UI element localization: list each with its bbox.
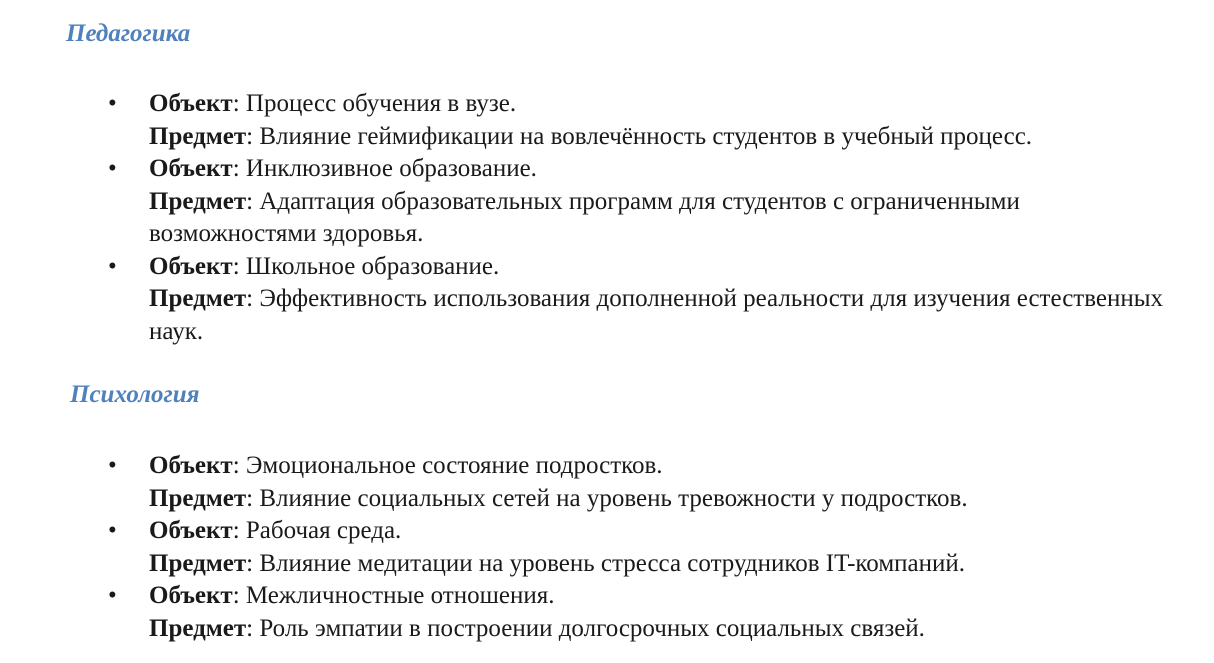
object-line: [149, 450, 1188, 483]
object-label: Объект: [149, 582, 233, 609]
subject-text: : Адаптация образовательных программ для студентов с ограниченными возможностями здоровья.: [149, 187, 1020, 247]
bullet-icon: •: [108, 517, 117, 544]
object-line: [149, 153, 1188, 186]
list-item: [108, 251, 1188, 349]
bullet-icon: •: [108, 252, 117, 280]
object-text: : Школьное образование.: [232, 252, 500, 280]
subject-text: : Влияние социальных сетей на уровень тревожности у подростков.: [246, 484, 968, 512]
bullet-icon: •: [108, 155, 117, 182]
subject-label: Предмет: [149, 614, 247, 642]
subject-text: : Влияние геймификации на вовлечённость студентов в учебный процесс.: [246, 122, 1033, 150]
object-text: : Эмоциональное состояние подростков.: [232, 452, 663, 479]
subject-label: Предмет: [149, 187, 247, 215]
section-heading-pedagogy: Педагогика: [66, 20, 191, 47]
section-heading-psychology: Психология: [70, 381, 200, 408]
list-item: [108, 153, 1188, 251]
subject-label: Предмет: [149, 285, 247, 312]
object-label: Объект: [149, 155, 233, 182]
object-text: : Инклюзивное образование.: [232, 155, 537, 182]
list-item: [108, 450, 1188, 515]
bullet-icon: •: [108, 452, 117, 479]
object-label: Объект: [149, 452, 233, 479]
subject-line: [149, 483, 1188, 516]
object-line: [149, 251, 1188, 284]
subject-text: : Эффективность использования дополненной реальности для изучения естественных наук.: [149, 285, 1164, 345]
object-line: [149, 515, 1188, 548]
subject-text: : Влияние медитации на уровень стресса сотрудников IT-компаний.: [246, 549, 966, 577]
object-label: Объект: [149, 517, 233, 544]
list-item: [108, 515, 1188, 580]
subject-label: Предмет: [149, 484, 247, 512]
object-line: [149, 88, 1188, 121]
subject-line: [149, 613, 1188, 646]
object-label: Объект: [149, 90, 233, 117]
subject-text: : Роль эмпатии в построении долгосрочных социальных связей.: [246, 614, 925, 642]
subject-line: [149, 186, 1188, 251]
object-text: : Процесс обучения в вузе.: [232, 90, 517, 117]
subject-label: Предмет: [149, 122, 247, 150]
bullet-icon: •: [108, 582, 117, 609]
object-text: : Межличностные отношения.: [232, 582, 555, 609]
subject-line: [149, 121, 1188, 154]
object-line: [149, 580, 1188, 613]
bullet-icon: •: [108, 90, 117, 117]
subject-line: [149, 548, 1188, 581]
object-text: : Рабочая среда.: [232, 517, 402, 544]
subject-label: Предмет: [149, 549, 247, 577]
psychology-list: [108, 450, 1188, 645]
list-item: [108, 88, 1188, 153]
subject-line: [149, 283, 1188, 348]
object-label: Объект: [149, 252, 233, 280]
pedagogy-list: [108, 88, 1188, 348]
list-item: [108, 580, 1188, 645]
